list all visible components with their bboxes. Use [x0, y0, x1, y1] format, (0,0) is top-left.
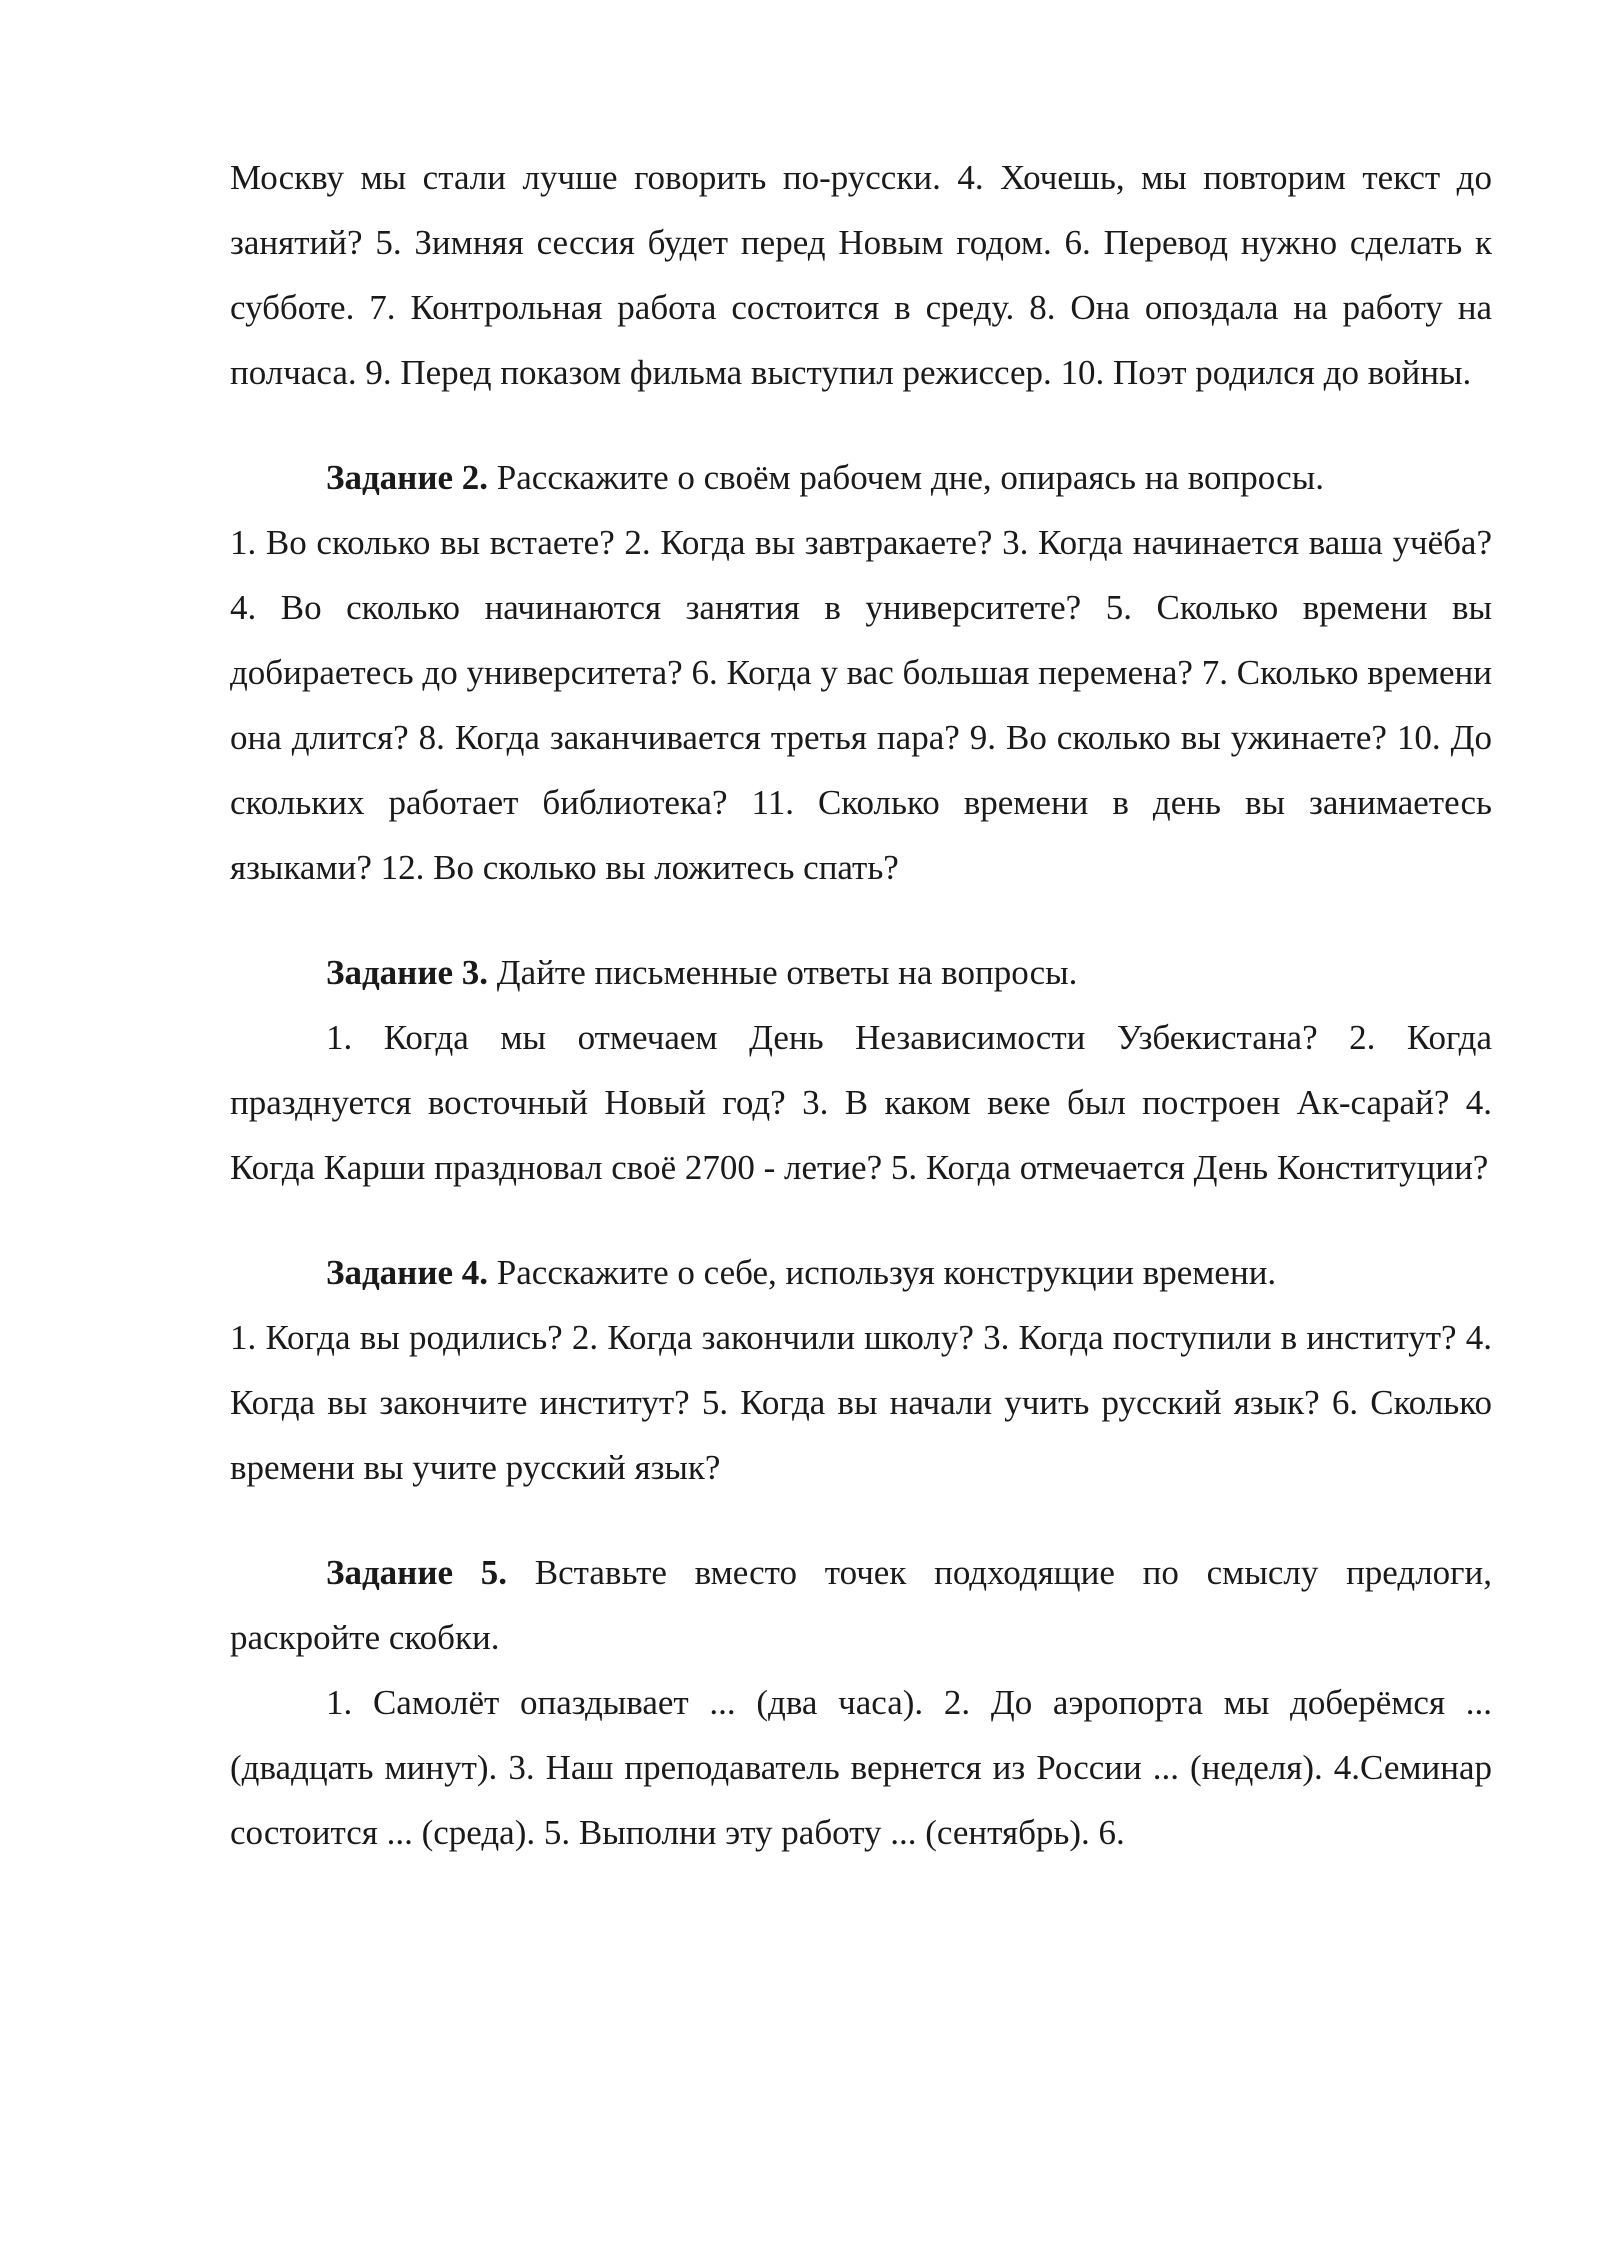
task-4-label: Задание 4.: [326, 1253, 489, 1292]
task-2-heading: [230, 445, 1492, 510]
document-page: [230, 145, 1492, 1865]
task-5-heading: [230, 1540, 1492, 1670]
task-3-heading: [230, 940, 1492, 1005]
task-4-heading: [230, 1240, 1492, 1305]
task-2-label: Задание 2.: [326, 458, 489, 497]
intro-paragraph: Москву мы стали лучше говорить по-русски. 4. Хочешь, мы повторим текст до занятий? 5. Зимняя сессия будет перед Новым годом. 6. Перевод нужно сделать к субботе. 7. Контрольная работа состоится в среду. 8. Она опоздала на работу на полчаса. 9. Перед показом фильма выступил режиссер. 10. Поэт родился до войны.: [230, 158, 1492, 392]
task-3-label: Задание 3.: [326, 953, 489, 992]
task-4-instruction: Расскажите о себе, используя конструкции времени.: [488, 1253, 1277, 1292]
task-5-label: Задание 5.: [326, 1553, 508, 1592]
task-5-instruction: Вставьте вместо точек подходящие по смыслу предлоги, раскройте скобки.: [230, 1553, 1492, 1657]
task-4-questions: 1. Когда вы родились? 2. Когда закончили школу? 3. Когда поступили в институт? 4. Когда вы закончите институт? 5. Когда вы начали учить русский язык? 6. Сколько времени вы учите русский язык?: [230, 1318, 1492, 1487]
task-3-instruction: Дайте письменные ответы на вопросы.: [488, 953, 1078, 992]
task-3-questions: 1. Когда мы отмечаем День Независимости Узбекистана? 2. Когда празднуется восточный Новый год? 3. В каком веке был построен Ак-сарай? 4. Когда Карши праздновал своё 2700 - летие? 5. Когда отмечается День Конституции?: [230, 1018, 1492, 1187]
task-2-questions: 1. Во сколько вы встаете? 2. Когда вы завтракаете? 3. Когда начинается ваша учёба? 4. Во сколько начинаются занятия в университете? 5. Сколько времени вы добираетесь до университета? 6. Когда у вас большая перемена? 7. Сколько времени она длится? 8. Когда заканчивается третья пара? 9. Во сколько вы ужинаете? 10. До скольких работает библиотека? 11. Сколько времени в день вы занимаетесь языками? 12. Во сколько вы ложитесь спать?: [230, 523, 1492, 887]
task-5-exercise: 1. Самолёт опаздывает ... (два часа). 2. До аэропорта мы доберёмся ... (двадцать минут). 3. Наш преподаватель вернется из России ... (неделя). 4.Семинар состоится ... (среда). 5. Выполни эту работу ... (сентябрь). 6.: [230, 1683, 1492, 1852]
task-2-instruction: Расскажите о своём рабочем дне, опираясь на вопросы.: [488, 458, 1324, 497]
